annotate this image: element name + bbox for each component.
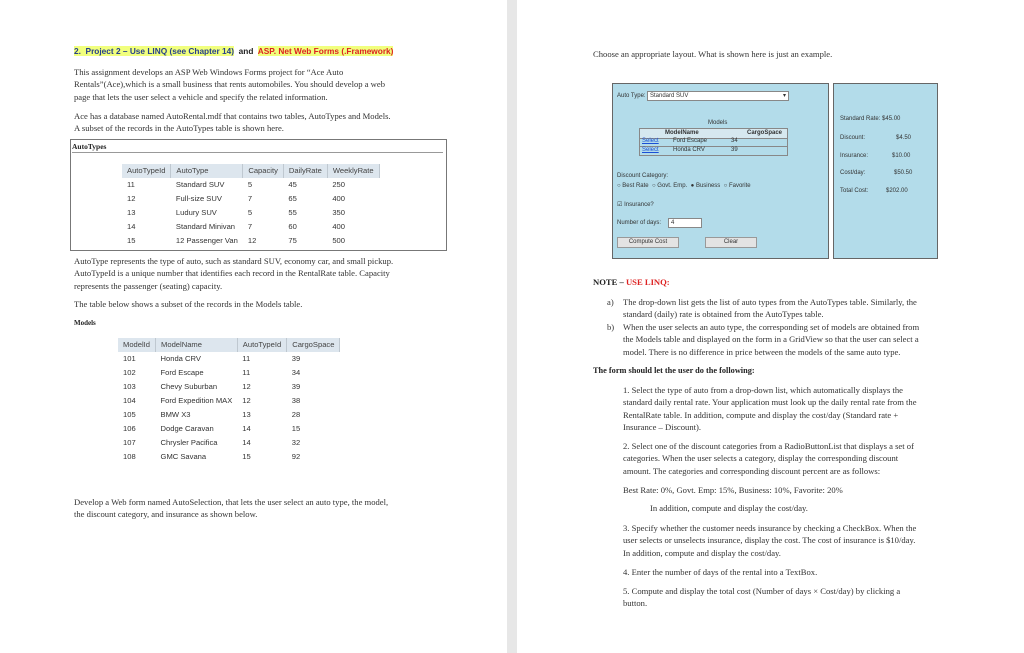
table-cell: 103 [123,382,136,392]
radio-business[interactable]: ● Business [690,183,721,189]
table-header-cell: ModelId [118,338,156,352]
step-line: button. [623,598,648,609]
step-line: standard daily rental rate. Your application must look up the daily rental rate from the [623,397,917,408]
radio-label: Business [695,183,721,189]
note-b [607,321,919,358]
radio-label: Best Rate [622,183,649,189]
table-cell: 15 [291,423,301,433]
table-cell: Full-size SUV [175,194,222,204]
note-title-text: NOTE – [593,277,624,287]
table-cell: Standard Minivan [175,222,236,231]
step-line: 2. Select one of the discount categories from a RadioButtonList that displays a set of [623,441,914,451]
layout-note: Choose an appropriate layout. What is shown here is just an example. [593,49,833,59]
radio-favorite[interactable]: ○ Favorite [723,183,751,189]
heading-part2: ASP. Net Web Forms (.Framework) [257,46,394,56]
grid-model-name: Honda CRV [673,147,705,153]
table-cell: 75 [288,235,297,245]
step-line: In addition, compute and display the cost/day. [623,547,781,558]
develop-line: the discount category, and insurance as shown below. [74,509,258,520]
discount-category-label: Discount Category: [617,173,669,179]
table-cell: Ford Escape [160,368,204,378]
grid-row [639,138,788,147]
grid-cargo: 34 [731,138,738,144]
section-heading [74,46,393,56]
right-page [517,0,1024,653]
insurance-checkbox[interactable] [617,201,654,208]
note-a-marker: a) [607,297,614,307]
models-label: Models [74,319,96,327]
desc-line: represents the passenger (seating) capacity. [74,280,223,291]
standard-rate-value: Standard Rate: $45.00 [840,116,901,122]
cost-day-label: Cost/day: [840,170,866,176]
table-cell: BMW X3 [160,409,191,419]
step-line: categories. When the user selects a category, display the corresponding discount [623,453,899,464]
table-cell: 45 [288,180,297,190]
table-cell: Honda CRV [160,354,201,364]
table-cell: 32 [291,437,301,447]
table-cell: 55 [288,208,297,218]
note-line: When the user selects an auto type, the corresponding set of models are obtained from [623,322,920,332]
total-cost-value: $202.00 [886,188,908,194]
table-cell: Chevy Suburban [160,382,218,392]
compute-cost-button[interactable]: Compute Cost [617,237,679,248]
table-cell: 92 [291,451,301,461]
table-cell: 14 [127,222,136,231]
table-cell: 14 [242,437,251,447]
insurance-value: $10.00 [892,153,911,159]
auto-type-dropdown[interactable] [647,91,789,101]
table-cell: 11 [242,354,251,364]
table-cell: 5 [247,208,253,218]
desc-line: AutoType represents the type of auto, such as standard SUV, economy car, and small pickup. [74,256,394,266]
heading-part1: Project 2 – Use LINQ (see Chapter 14) [85,46,235,56]
table-cell: 60 [288,222,297,231]
select-link[interactable]: Select [642,147,659,153]
database-paragraph [74,110,391,135]
table-cell: 500 [332,235,345,245]
table-cell: 400 [332,222,345,231]
note-a [607,296,917,321]
table-row [118,449,340,463]
table-cell: 7 [247,194,253,204]
insurance-label: Insurance: [840,153,869,159]
table-cell: 104 [123,396,136,405]
table-cell: 65 [288,194,297,204]
days-label: Number of days: [617,220,662,226]
step-line: RentalRate table. In addition, compute and display the cost/day (Standard rate + [623,409,899,420]
autotype-description [74,255,393,292]
step-4: 4. Enter the number of days of the rental into a TextBox. [623,567,818,577]
note-line: standard (daily) rate is obtained from the AutoTypes table. [623,309,824,320]
clear-button[interactable]: Clear [705,237,757,248]
form-should-heading: The form should let the user do the following: [593,366,755,375]
heading-and: and [238,46,254,56]
intro-line: This assignment develops an ASP Web Windows Forms project for “Ace Auto [74,67,344,77]
step-line: 5. Compute and display the total cost (Number of days × Cost/day) by clicking a [623,586,901,596]
table-cell: Dodge Caravan [160,423,214,433]
note-b-marker: b) [607,322,615,332]
rates-addition: In addition, compute and display the cost/day. [650,503,808,513]
table-header-cell: WeeklyRate [327,164,379,178]
table-header-cell: Capacity [243,164,284,178]
discount-rates: Best Rate: 0%, Govt. Emp: 15%, Business: 10%, Favorite: 20% [623,485,843,495]
table-cell: 13 [127,208,136,218]
heading-number: 2. [74,46,81,56]
step-line: Insurance – Discount). [623,421,702,432]
chevron-down-icon: ▾ [782,93,786,99]
table-header-cell: AutoType [171,164,243,178]
table-cell: 12 [242,396,251,405]
table-header-cell: CargoSpace [287,338,340,352]
table-cell: 105 [123,409,136,419]
table-row [122,220,379,234]
radio-govt-emp[interactable]: ○ Govt. Emp. [652,183,688,189]
insurance-label: Insurance? [624,202,654,208]
table-header-cell: AutoTypeId [122,164,171,178]
intro-paragraph [74,66,385,103]
left-page [0,0,507,653]
form-panel [612,83,829,259]
table-cell: Ford Expedition MAX [160,396,233,405]
step-line: amount. The categories and corresponding discount percent are as follows: [623,465,881,476]
select-link[interactable]: Select [642,138,659,144]
table-header-cell: DailyRate [283,164,327,178]
table-cell: 38 [291,396,301,405]
table-cell: 12 [127,194,136,204]
table-cell: 350 [332,208,345,218]
grid-cargo: 39 [731,147,738,153]
models-gridview [639,128,786,164]
table-row [118,421,340,435]
autotypes-divider [72,152,443,153]
discount-radio-list [617,183,751,189]
table-cell: 5 [247,180,253,190]
step-1 [623,384,917,433]
step-line: 1. Select the type of auto from a drop-down list, which automatically displays the [623,385,903,395]
checkbox-checked-icon: ☑ [617,202,623,208]
cost-day-value: $50.50 [894,170,913,176]
table-cell: 108 [123,451,136,461]
note-title [593,277,670,287]
desc-line: AutoTypeId is a unique number that identifies each record in the RentalRate table. Capacity [74,268,390,279]
step-5 [623,585,900,610]
table-cell: 102 [123,368,136,378]
table-cell: 400 [332,194,345,204]
auto-type-value: Standard SUV [650,93,689,99]
autotypes-table [122,164,380,247]
table-cell: 11 [242,368,251,378]
table-row [118,407,340,421]
table-cell: 101 [123,354,136,364]
step-line: user selects or unselects insurance, display the cost. The cost of insurance is $10/day. [623,535,916,546]
table-cell: 15 [242,451,251,461]
models-caption: Models [708,120,728,126]
note-line: the Models table and displayed on the form in a GridView so that the user can select a [623,334,919,345]
table-cell: 11 [127,180,135,190]
total-cost-label: Total Cost: [840,188,869,194]
table-row [118,435,340,449]
table-row [122,233,379,247]
table-cell: 39 [291,382,301,392]
table-row [122,192,379,206]
discount-value: $4.50 [896,135,912,141]
grid-header-modelname: ModelName [665,130,699,136]
develop-line: Develop a Web form named AutoSelection, that lets the user select an auto type, the model, [74,497,389,507]
note-title-linq: USE LINQ: [625,277,670,287]
table-cell: 15 [127,235,136,245]
table-cell: Chrysler Pacifica [160,437,218,447]
note-line: The drop-down list gets the list of auto types from the AutoTypes table. Similarly, the [623,297,917,307]
grid-model-name: Ford Escape [673,138,708,144]
grid-row [639,147,788,156]
discount-label: Discount: [840,135,866,141]
table-cell: 12 [242,382,251,392]
table-row [118,380,340,394]
autotypes-label: AutoTypes [72,142,107,151]
intro-line: page that lets the user select a vehicle and specify the related information. [74,91,328,102]
step-line: 3. Specify whether the customer needs insurance by checking a CheckBox. When the [623,523,917,533]
table-cell: 106 [123,423,136,433]
step-3 [623,522,916,559]
table-row [118,352,340,366]
table-cell: 13 [242,409,251,419]
db-line: A subset of the records in the AutoTypes table is shown here. [74,123,284,134]
develop-paragraph [74,496,388,521]
note-line: model. There is no difference in price between the models of the same auto type. [623,346,901,357]
table-cell: 7 [247,222,253,231]
table-cell: 14 [242,423,251,433]
models-table [118,338,340,463]
auto-type-label: Auto Type: [617,93,646,99]
radio-label: Govt. Emp. [657,183,688,189]
table-header-cell: AutoTypeId [237,338,286,352]
intro-line: Rentals”(Ace),which is a small business that rents automobiles. You should develop a web [74,79,385,90]
table-row [122,206,379,220]
days-input[interactable]: 4 [668,218,702,228]
results-panel [833,83,938,259]
table-cell: 107 [123,437,136,447]
table-cell: 28 [291,409,301,419]
table-cell: 250 [332,180,345,190]
radio-best-rate[interactable]: ○ Best Rate [617,183,649,189]
table-cell: Standard SUV [175,180,225,190]
table-row [118,366,340,380]
table-cell: Ludury SUV [175,208,217,218]
table-row [122,178,379,192]
table-cell: 34 [291,368,301,378]
grid-header-cargospace: CargoSpace [747,130,783,136]
models-intro: The table below shows a subset of the records in the Models table. [74,299,303,309]
table-cell: 12 Passenger Van [175,235,238,245]
table-row [118,394,340,408]
table-cell: 39 [291,354,301,364]
step-2 [623,440,914,477]
db-line: Ace has a database named AutoRental.mdf that contains two tables, AutoTypes and Models. [74,111,391,121]
radio-label: Favorite [728,183,751,189]
table-cell: 12 [247,235,257,245]
table-header-cell: ModelName [156,338,238,352]
table-cell: GMC Savana [160,451,207,461]
